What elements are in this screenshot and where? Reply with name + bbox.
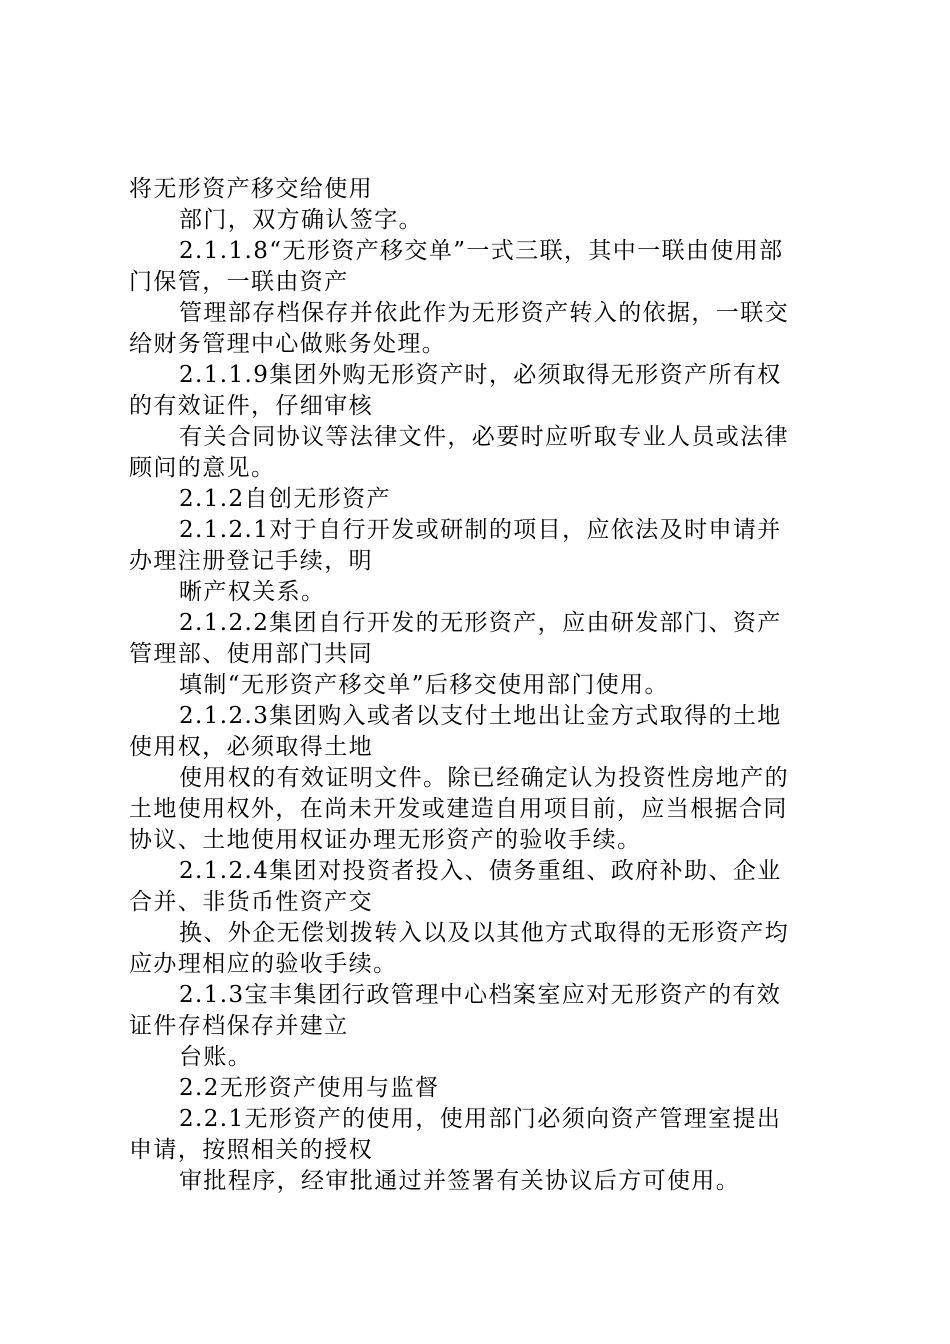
text-line: 2.2.1无形资产的使用，使用部门必须向资产管理室提出: [179, 1106, 782, 1132]
text-line: 审批程序，经审批通过并签署有关协议后方可使用。: [179, 1168, 741, 1194]
text-line: 的有效证件，仔细审核: [129, 393, 373, 419]
text-line: 晰产权关系。: [179, 579, 326, 605]
text-line: 2.1.2.4集团对投资者投入、债务重组、政府补助、企业: [179, 858, 782, 884]
text-line: 2.1.3宝丰集团行政管理中心档案室应对无形资产的有效: [179, 982, 782, 1008]
text-line: 换、外企无偿划拨转入以及以其他方式取得的无形资产均: [179, 920, 789, 946]
document-body: [129, 174, 834, 1197]
text-line: 填制“无形资产移交单”后移交使用部门使用。: [179, 672, 669, 698]
text-line: 有关合同协议等法律文件，必要时应听取专业人员或法律: [179, 424, 789, 450]
text-line: 使用权，必须取得土地: [129, 734, 373, 760]
text-line: 管理部存档保存并依此作为无形资产转入的依据，一联交: [179, 300, 789, 326]
text-line: 2.1.1.9集团外购无形资产时，必须取得无形资产所有权: [179, 362, 782, 388]
text-line: 证件存档保存并建立: [129, 1013, 349, 1039]
text-line: 土地使用权外，在尚未开发或建造自用项目前，应当根据合同: [129, 796, 788, 822]
text-line: 2.2无形资产使用与监督: [179, 1075, 440, 1101]
text-line: 2.1.1.8“无形资产移交单”一式三联，其中一联由使用部: [179, 238, 784, 264]
text-line: 2.1.2.2集团自行开发的无形资产，应由研发部门、资产: [179, 610, 782, 636]
text-line: 2.1.2自创无形资产: [179, 486, 391, 512]
text-line: 顾问的意见。: [129, 455, 276, 481]
text-line: 协议、土地使用权证办理无形资产的验收手续。: [129, 827, 642, 853]
text-line: 台账。: [179, 1044, 253, 1070]
text-line: 2.1.2.3集团购入或者以支付土地出让金方式取得的土地: [179, 703, 782, 729]
text-line: 部门，双方确认签字。: [179, 207, 423, 233]
text-line: 应办理相应的验收手续。: [129, 951, 398, 977]
text-line: 2.1.2.1对于自行开发或研制的项目，应依法及时申请并: [179, 517, 782, 543]
text-line: 申请，按照相关的授权: [129, 1137, 373, 1163]
text-line: 使用权的有效证明文件。除已经确定认为投资性房地产的: [179, 765, 789, 791]
text-line: 办理注册登记手续，明: [129, 548, 373, 574]
text-line: 给财务管理中心做账务处理。: [129, 331, 447, 357]
text-line: 合并、非货币性资产交: [129, 889, 373, 915]
text-line: 将无形资产移交给使用: [129, 176, 373, 202]
text-line: 管理部、使用部门共同: [129, 641, 373, 667]
text-line: 门保管，一联由资产: [129, 269, 349, 295]
